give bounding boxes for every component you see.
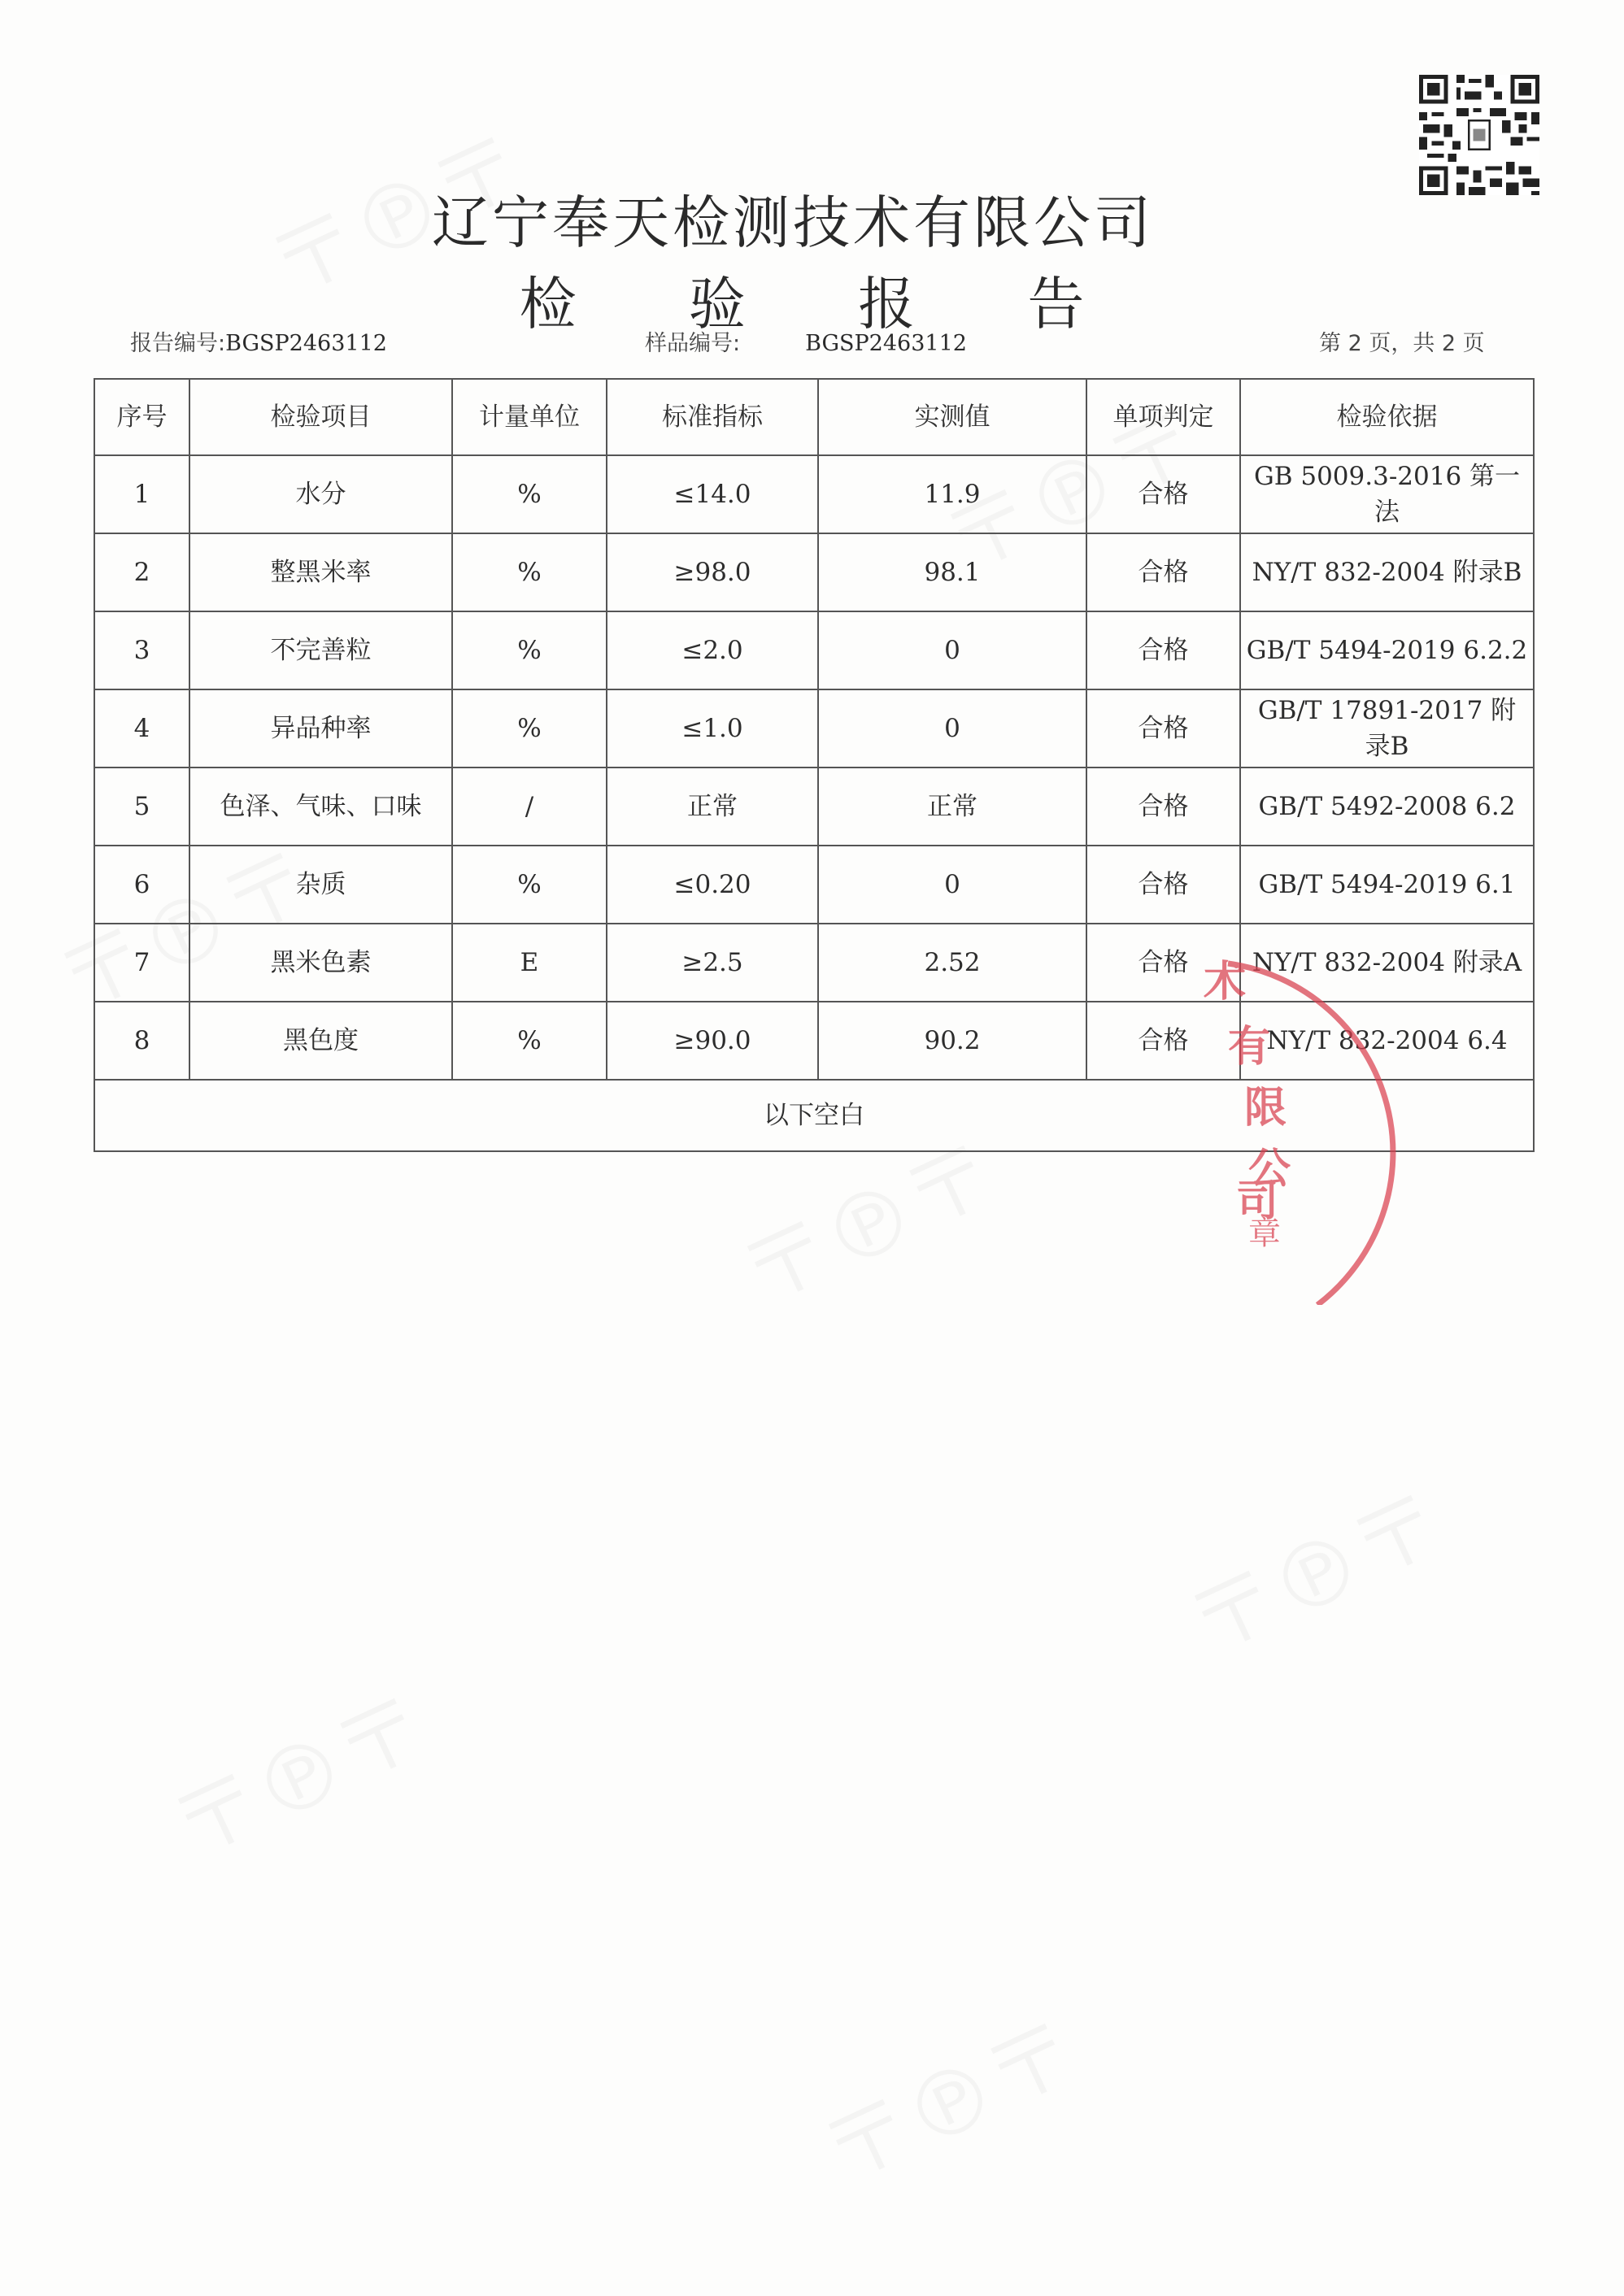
cell-no: 8 bbox=[94, 1002, 189, 1080]
cell-no: 7 bbox=[94, 924, 189, 1002]
seal-char: 公 bbox=[1248, 1145, 1291, 1194]
column-header: 标准指标 bbox=[607, 379, 818, 455]
cell-measured: 11.9 bbox=[818, 455, 1086, 533]
report-number-value: BGSP2463112 bbox=[225, 331, 387, 356]
table-row bbox=[94, 924, 1534, 1002]
cell-item: 整黑米率 bbox=[189, 533, 452, 611]
report-number-label: 报告编号: bbox=[130, 331, 226, 356]
company-name: 辽宁奉天检测技术有限公司 bbox=[432, 189, 1154, 256]
cell-item: 杂质 bbox=[189, 846, 452, 924]
seal-char: 司 bbox=[1236, 1177, 1279, 1226]
seal-char: 有 bbox=[1228, 1023, 1271, 1072]
cell-measured: 98.1 bbox=[818, 533, 1086, 611]
cell-basis: GB/T 5494-2019 6.2.2 bbox=[1240, 611, 1534, 689]
sample-number bbox=[645, 325, 967, 357]
cell-verdict: 合格 bbox=[1086, 611, 1240, 689]
table-footer-row bbox=[94, 1080, 1534, 1151]
cell-verdict: 合格 bbox=[1086, 689, 1240, 768]
blank-below-note: 以下空白 bbox=[94, 1080, 1534, 1151]
cell-verdict: 合格 bbox=[1086, 846, 1240, 924]
column-header: 检验依据 bbox=[1240, 379, 1534, 455]
cell-unit: % bbox=[452, 846, 607, 924]
column-header: 实测值 bbox=[818, 379, 1086, 455]
cell-verdict: 合格 bbox=[1086, 1002, 1240, 1080]
cell-no: 4 bbox=[94, 689, 189, 768]
cell-standard: ≤14.0 bbox=[607, 455, 818, 533]
cell-measured: 0 bbox=[818, 611, 1086, 689]
page-info-text: 第 2 页，共 2 页 bbox=[1319, 331, 1485, 356]
results-table bbox=[94, 378, 1535, 1152]
cell-unit: % bbox=[452, 455, 607, 533]
table-header-row bbox=[94, 379, 1534, 455]
cell-no: 3 bbox=[94, 611, 189, 689]
table-row bbox=[94, 768, 1534, 846]
cell-no: 6 bbox=[94, 846, 189, 924]
cell-item: 异品种率 bbox=[189, 689, 452, 768]
table-row bbox=[94, 611, 1534, 689]
cell-basis: NY/T 832-2004 附录B bbox=[1240, 533, 1534, 611]
cell-item: 黑米色素 bbox=[189, 924, 452, 1002]
cell-standard: ≥98.0 bbox=[607, 533, 818, 611]
cell-measured: 0 bbox=[818, 846, 1086, 924]
cell-measured: 0 bbox=[818, 689, 1086, 768]
cell-basis: GB/T 17891-2017 附录B bbox=[1240, 689, 1534, 768]
cell-standard: ≤0.20 bbox=[607, 846, 818, 924]
cell-measured: 90.2 bbox=[818, 1002, 1086, 1080]
cell-measured: 2.52 bbox=[818, 924, 1086, 1002]
table-row bbox=[94, 689, 1534, 768]
cell-no: 2 bbox=[94, 533, 189, 611]
cell-basis: GB/T 5494-2019 6.1 bbox=[1240, 846, 1534, 924]
cell-unit: E bbox=[452, 924, 607, 1002]
cell-standard: ≥2.5 bbox=[607, 924, 818, 1002]
cell-no: 1 bbox=[94, 455, 189, 533]
cell-standard: ≤1.0 bbox=[607, 689, 818, 768]
cell-standard: ≤2.0 bbox=[607, 611, 818, 689]
sample-number-label: 样品编号: bbox=[645, 331, 741, 356]
cell-verdict: 合格 bbox=[1086, 455, 1240, 533]
table-row bbox=[94, 455, 1534, 533]
cell-unit: % bbox=[452, 533, 607, 611]
cell-unit: % bbox=[452, 611, 607, 689]
cell-basis: NY/T 832-2004 6.4 bbox=[1240, 1002, 1534, 1080]
column-header: 序号 bbox=[94, 379, 189, 455]
cell-standard: 正常 bbox=[607, 768, 818, 846]
report-number bbox=[130, 325, 387, 357]
column-header: 计量单位 bbox=[452, 379, 607, 455]
table-row bbox=[94, 846, 1534, 924]
column-header: 检验项目 bbox=[189, 379, 452, 455]
cell-basis: GB/T 5492-2008 6.2 bbox=[1240, 768, 1534, 846]
cell-measured: 正常 bbox=[818, 768, 1086, 846]
cell-verdict: 合格 bbox=[1086, 533, 1240, 611]
seal-char: 限 bbox=[1244, 1084, 1287, 1133]
cell-no: 5 bbox=[94, 768, 189, 846]
document-title: 检 验 报 告 bbox=[519, 271, 1132, 337]
sample-number-value: BGSP2463112 bbox=[805, 331, 967, 356]
cell-item: 水分 bbox=[189, 455, 452, 533]
cell-unit: / bbox=[452, 768, 607, 846]
table-row bbox=[94, 533, 1534, 611]
cell-basis: NY/T 832-2004 附录A bbox=[1240, 924, 1534, 1002]
page-info bbox=[1319, 325, 1485, 357]
cell-unit: % bbox=[452, 689, 607, 768]
cell-item: 色泽、气味、口味 bbox=[189, 768, 452, 846]
cell-verdict: 合格 bbox=[1086, 768, 1240, 846]
seal-char: 术 bbox=[1204, 958, 1247, 1007]
cell-item: 黑色度 bbox=[189, 1002, 452, 1080]
seal-subtext: 章 bbox=[1248, 1215, 1281, 1252]
cell-basis: GB 5009.3-2016 第一法 bbox=[1240, 455, 1534, 533]
column-header: 单项判定 bbox=[1086, 379, 1240, 455]
table-row bbox=[94, 1002, 1534, 1080]
cell-verdict: 合格 bbox=[1086, 924, 1240, 1002]
cell-unit: % bbox=[452, 1002, 607, 1080]
cell-standard: ≥90.0 bbox=[607, 1002, 818, 1080]
cell-item: 不完善粒 bbox=[189, 611, 452, 689]
